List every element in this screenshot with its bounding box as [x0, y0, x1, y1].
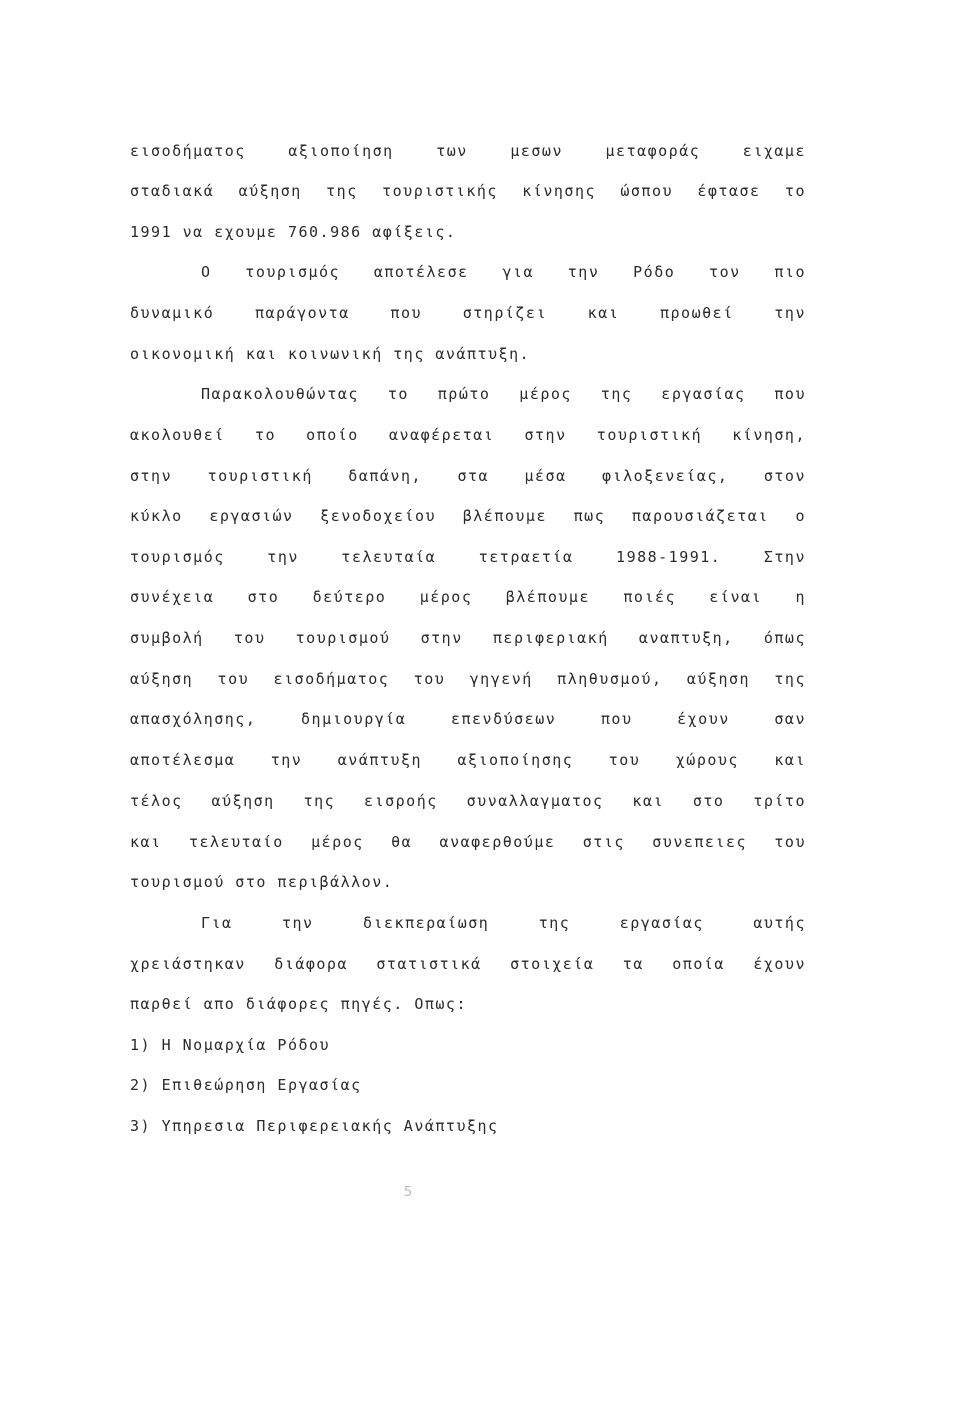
paragraph-first-line: Ο τουρισμός αποτέλεσε για την Ρόδο τον πιο [201, 263, 806, 281]
paragraph-first-line: Για την διεκπεραίωση της εργασίας αυτής [201, 914, 806, 932]
text-line: χρειάστηκαν διάφορα στατιστικά στοιχεία τα οποία έχουν [130, 955, 806, 973]
text-line: ακολουθεί το οποίο αναφέρεται στην τουριστική κίνηση, [130, 426, 806, 444]
text-line: απασχόλησης, δημιουργία επενδύσεων που έχουν σαν [130, 710, 806, 728]
text-line: σταδιακά αύξηση της τουριστικής κίνησης ώσπου έφτασε το [130, 182, 806, 200]
text-line: τέλος αύξηση της εισροής συναλλαγματος και στο τρίτο [130, 792, 806, 810]
text-line: κύκλο εργασιών ξενοδοχείου βλέπουμε πως παρουσιάζεται ο [130, 507, 806, 525]
text-line: εισοδήματος αξιοποίηση των μεσων μεταφοράς ειχαμε [130, 142, 806, 160]
text-line: συμβολή του τουρισμού στην περιφεριακή αναπτυξη, όπως [130, 629, 806, 647]
text-line: παρθεί απο διάφορες πηγές. Οπως: [130, 995, 467, 1013]
list-item: 1) Η Νομαρχία Ρόδου [130, 1036, 331, 1054]
page-number: 5 [403, 1185, 413, 1200]
text-line: δυναμικό παράγοντα που στηρίζει και προωθεί την [130, 304, 806, 322]
paragraph-first-line: Παρακολουθώντας το πρώτο μέρος της εργασίας που [201, 385, 806, 403]
text-line: και τελευταίο μέρος θα αναφερθούμε στις συνεπειες του [130, 833, 806, 851]
text-line: 1991 να εχουμε 760.986 αφίξεις. [130, 223, 457, 241]
text-line: συνέχεια στο δεύτερο μέρος βλέπουμε ποιές είναι η [130, 588, 806, 606]
text-line: στην τουριστική δαπάνη, στα μέσα φιλοξενείας, στον [130, 467, 806, 485]
text-line: οικονομική και κοινωνική της ανάπτυξη. [130, 345, 531, 363]
text-line: αύξηση του εισοδήματος του γηγενή πληθυσμού, αύξηση της [130, 670, 806, 688]
list-item: 3) Υπηρεσια Περιφερειακής Ανάπτυξης [130, 1117, 499, 1135]
list-item: 2) Επιθεώρηση Εργασίας [130, 1076, 362, 1094]
text-line: αποτέλεσμα την ανάπτυξη αξιοποίησης του χώρους και [130, 751, 806, 769]
text-line: τουρισμού στο περιβάλλον. [130, 873, 394, 891]
text-line: τουρισμός την τελευταία τετραετία 1988-1991. Στην [130, 548, 806, 566]
